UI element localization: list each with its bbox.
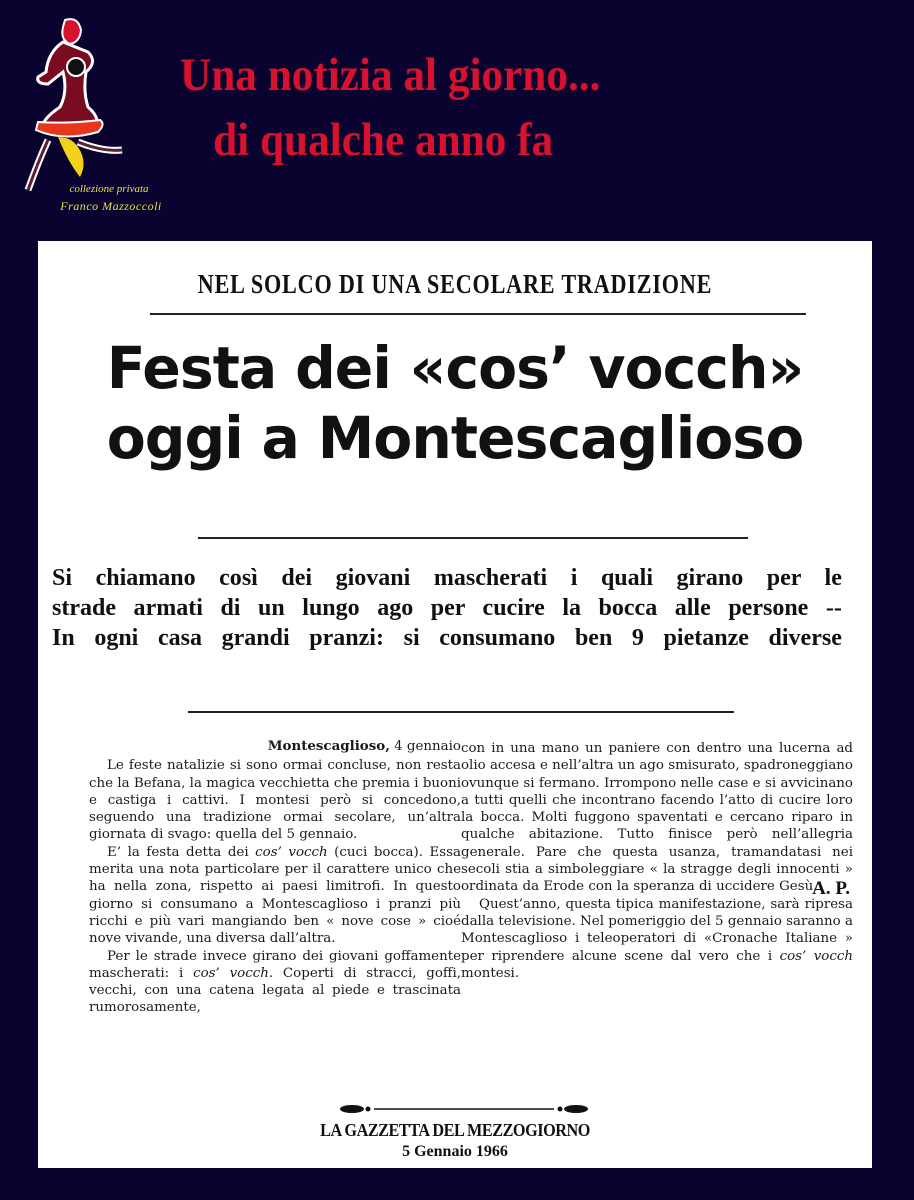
italic-term: cos’ vocch [779,948,853,964]
article-column-left [89,738,461,1017]
article-paragraph [89,948,461,1017]
text-run: Per le strade invece girano dei giovani goffamente mascherati: i [89,948,461,981]
issue-date: 5 Gennaio 1966 [402,1143,508,1160]
text-run: (cuci bocca). Essa merita una nota particolare per il carattere unico che ha nella zona, rispetto ai paesi limitrofi. In questo giorno si consumano a Montescaglioso i pranzi più ricchi e più vari mangiando ben « nove cose » cioé nove vivande, una diversa dall’altra. [89,844,461,947]
article-subhead [52,563,842,653]
newspaper-clipping [38,241,872,1168]
article-paragraph: con in una mano un paniere con dentro una lucerna ad olio accesa e nell’altra un ago smisurato, spadroneggiano ovunque si fermano. Irrompono nelle case e si avvicinano a tutti quelli che incontrano facendo l’atto di cucire loro la bocca. Molti fuggono spaventati e cercano riparo in qualche abitazione. Tutto finisce però nell’allegria generale. Pare che questa usanza, tramandatasi nei secoli stia a simboleggiare « la stragge degli innocenti » ordinata da Erode con la speranza di uccidere Gesù. [461,741,853,895]
banner-line1: Una notizia al giorno... [180,49,601,101]
ornament-divider-icon [338,1102,590,1116]
subhead-line: In ogni casa grandi pranzi: si consumano ben 9 pietanze diverse [52,624,842,651]
article-dateline [89,738,461,755]
text-run: Quest’anno, questa tipica manifestazione, sarà ripresa dalla televisione. Nel pomeriggio del 5 gennaio saranno a Montescaglioso i teleoperatori di «Cronache Italiane » per riprendere alcune scene dal vero che i [461,896,853,964]
logo-caption [10,184,190,212]
logo-caption-line2: Franco Mazzoccoli [60,199,162,213]
subhead-line: Si chiamano così dei giovani mascherati i quali girano per le [52,564,842,591]
dateline-date: 4 gennaio [394,739,461,754]
subhead-rule [188,711,734,713]
collection-logo [10,12,180,227]
newspaper-masthead: LA GAZZETTA DEL MEZZOGIORNO [320,1120,590,1140]
subhead-line: strade armati di un lungo ago per cucire la bocca alle persone -- [52,594,842,621]
article-paragraph [461,896,853,982]
text-run: montesi. [461,965,520,981]
text-run: . Coperti di stracci, goffi, vecchi, con una catena legata al piede e trascinata rumorosamente, [89,965,461,1016]
headline-line2: oggi a Montescaglioso [106,404,804,472]
headline-rule [198,537,748,539]
italic-term: cos’ vocch [193,965,269,981]
article-column-right [461,740,853,982]
article-paragraph [89,844,461,948]
dateline-place: Montescaglioso, [267,738,390,754]
logo-caption-line1: collezione privata [69,183,149,195]
kicker-rule [150,313,806,315]
banner-line2: di qualche anno fa [213,114,554,166]
article-kicker: NEL SOLCO DI UNA SECOLARE TRADIZIONE [197,269,713,299]
author-signature: A. P. [812,878,850,899]
article-paragraph: Le feste natalizie si sono ormai concluse, non resta che la Befana, la magica vecchietta che premia i buoni e castiga i cattivi. I montesi però si concedono, seguendo una tradizione ormai secolare, un’altra giornata di svago: quella del 5 gennaio. [89,758,461,843]
banner-title [180,49,601,166]
text-run: E’ la festa detta dei [107,844,256,860]
article-headline [46,333,863,473]
dancer-illustration-icon [18,12,128,197]
italic-term: cos’ vocch [255,844,328,860]
headline-line1: Festa dei «cos’ vocch» [106,334,804,402]
